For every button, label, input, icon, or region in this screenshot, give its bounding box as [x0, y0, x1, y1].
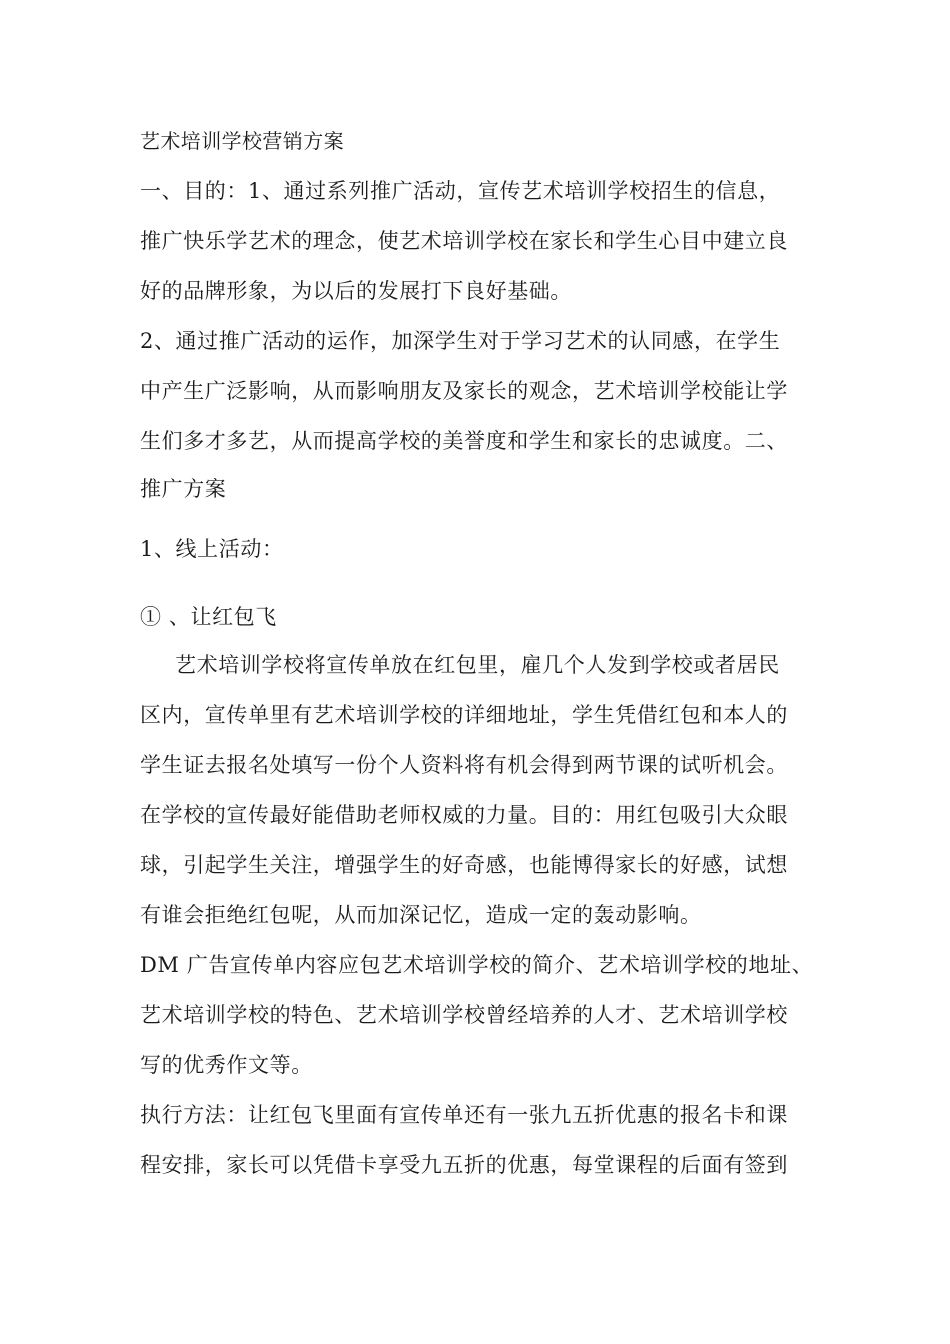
- document-title: 艺术培训学校营销方案: [140, 129, 344, 153]
- text-line: 推广快乐学艺术的理念，使艺术培训学校在家长和学生心目中建立良: [140, 229, 788, 253]
- text-line: 推广方案: [140, 477, 227, 501]
- subsection-heading: ① 、让红包飞: [140, 605, 277, 629]
- text-line: 中产生广泛影响，从而影响朋友及家长的观念，艺术培训学校能让学: [140, 379, 788, 403]
- text-line: DM 广告宣传单内容应包艺术培训学校的简介、艺术培训学校的地址、: [140, 953, 814, 977]
- text-line: 执行方法：让红包飞里面有宣传单还有一张九五折优惠的报名卡和课: [140, 1103, 788, 1127]
- text-line: 区内，宣传单里有艺术培训学校的详细地址，学生凭借红包和本人的: [140, 703, 788, 727]
- section-heading: 1、线上活动：: [140, 537, 284, 561]
- text-line: 生们多才多艺，从而提高学校的美誉度和学生和家长的忠诚度。二、: [140, 429, 788, 453]
- text-line: 程安排，家长可以凭借卡享受九五折的优惠，每堂课程的后面有签到: [140, 1153, 788, 1177]
- text-line: 艺术培训学校将宣传单放在红包里，雇几个人发到学校或者居民: [175, 653, 780, 677]
- text-line: 好的品牌形象，为以后的发展打下良好基础。: [140, 279, 572, 303]
- text-line: 2、通过推广活动的运作，加深学生对于学习艺术的认同感，在学生: [140, 329, 781, 353]
- text-line: 球，引起学生关注，增强学生的好奇感，也能博得家长的好感，试想: [140, 853, 788, 877]
- text-line: 写的优秀作文等。: [140, 1053, 313, 1077]
- text-line: 艺术培训学校的特色、艺术培训学校曾经培养的人才、艺术培训学校: [140, 1003, 788, 1027]
- text-line: 学生证去报名处填写一份个人资料将有机会得到两节课的试听机会。: [140, 753, 788, 777]
- text-line: 在学校的宣传最好能借助老师权威的力量。目的：用红包吸引大众眼: [140, 803, 788, 827]
- text-line: 有谁会拒绝红包呢，从而加深记忆，造成一定的轰动影响。: [140, 903, 702, 927]
- text-line: 一、目的：1、通过系列推广活动，宣传艺术培训学校招生的信息，: [140, 179, 781, 203]
